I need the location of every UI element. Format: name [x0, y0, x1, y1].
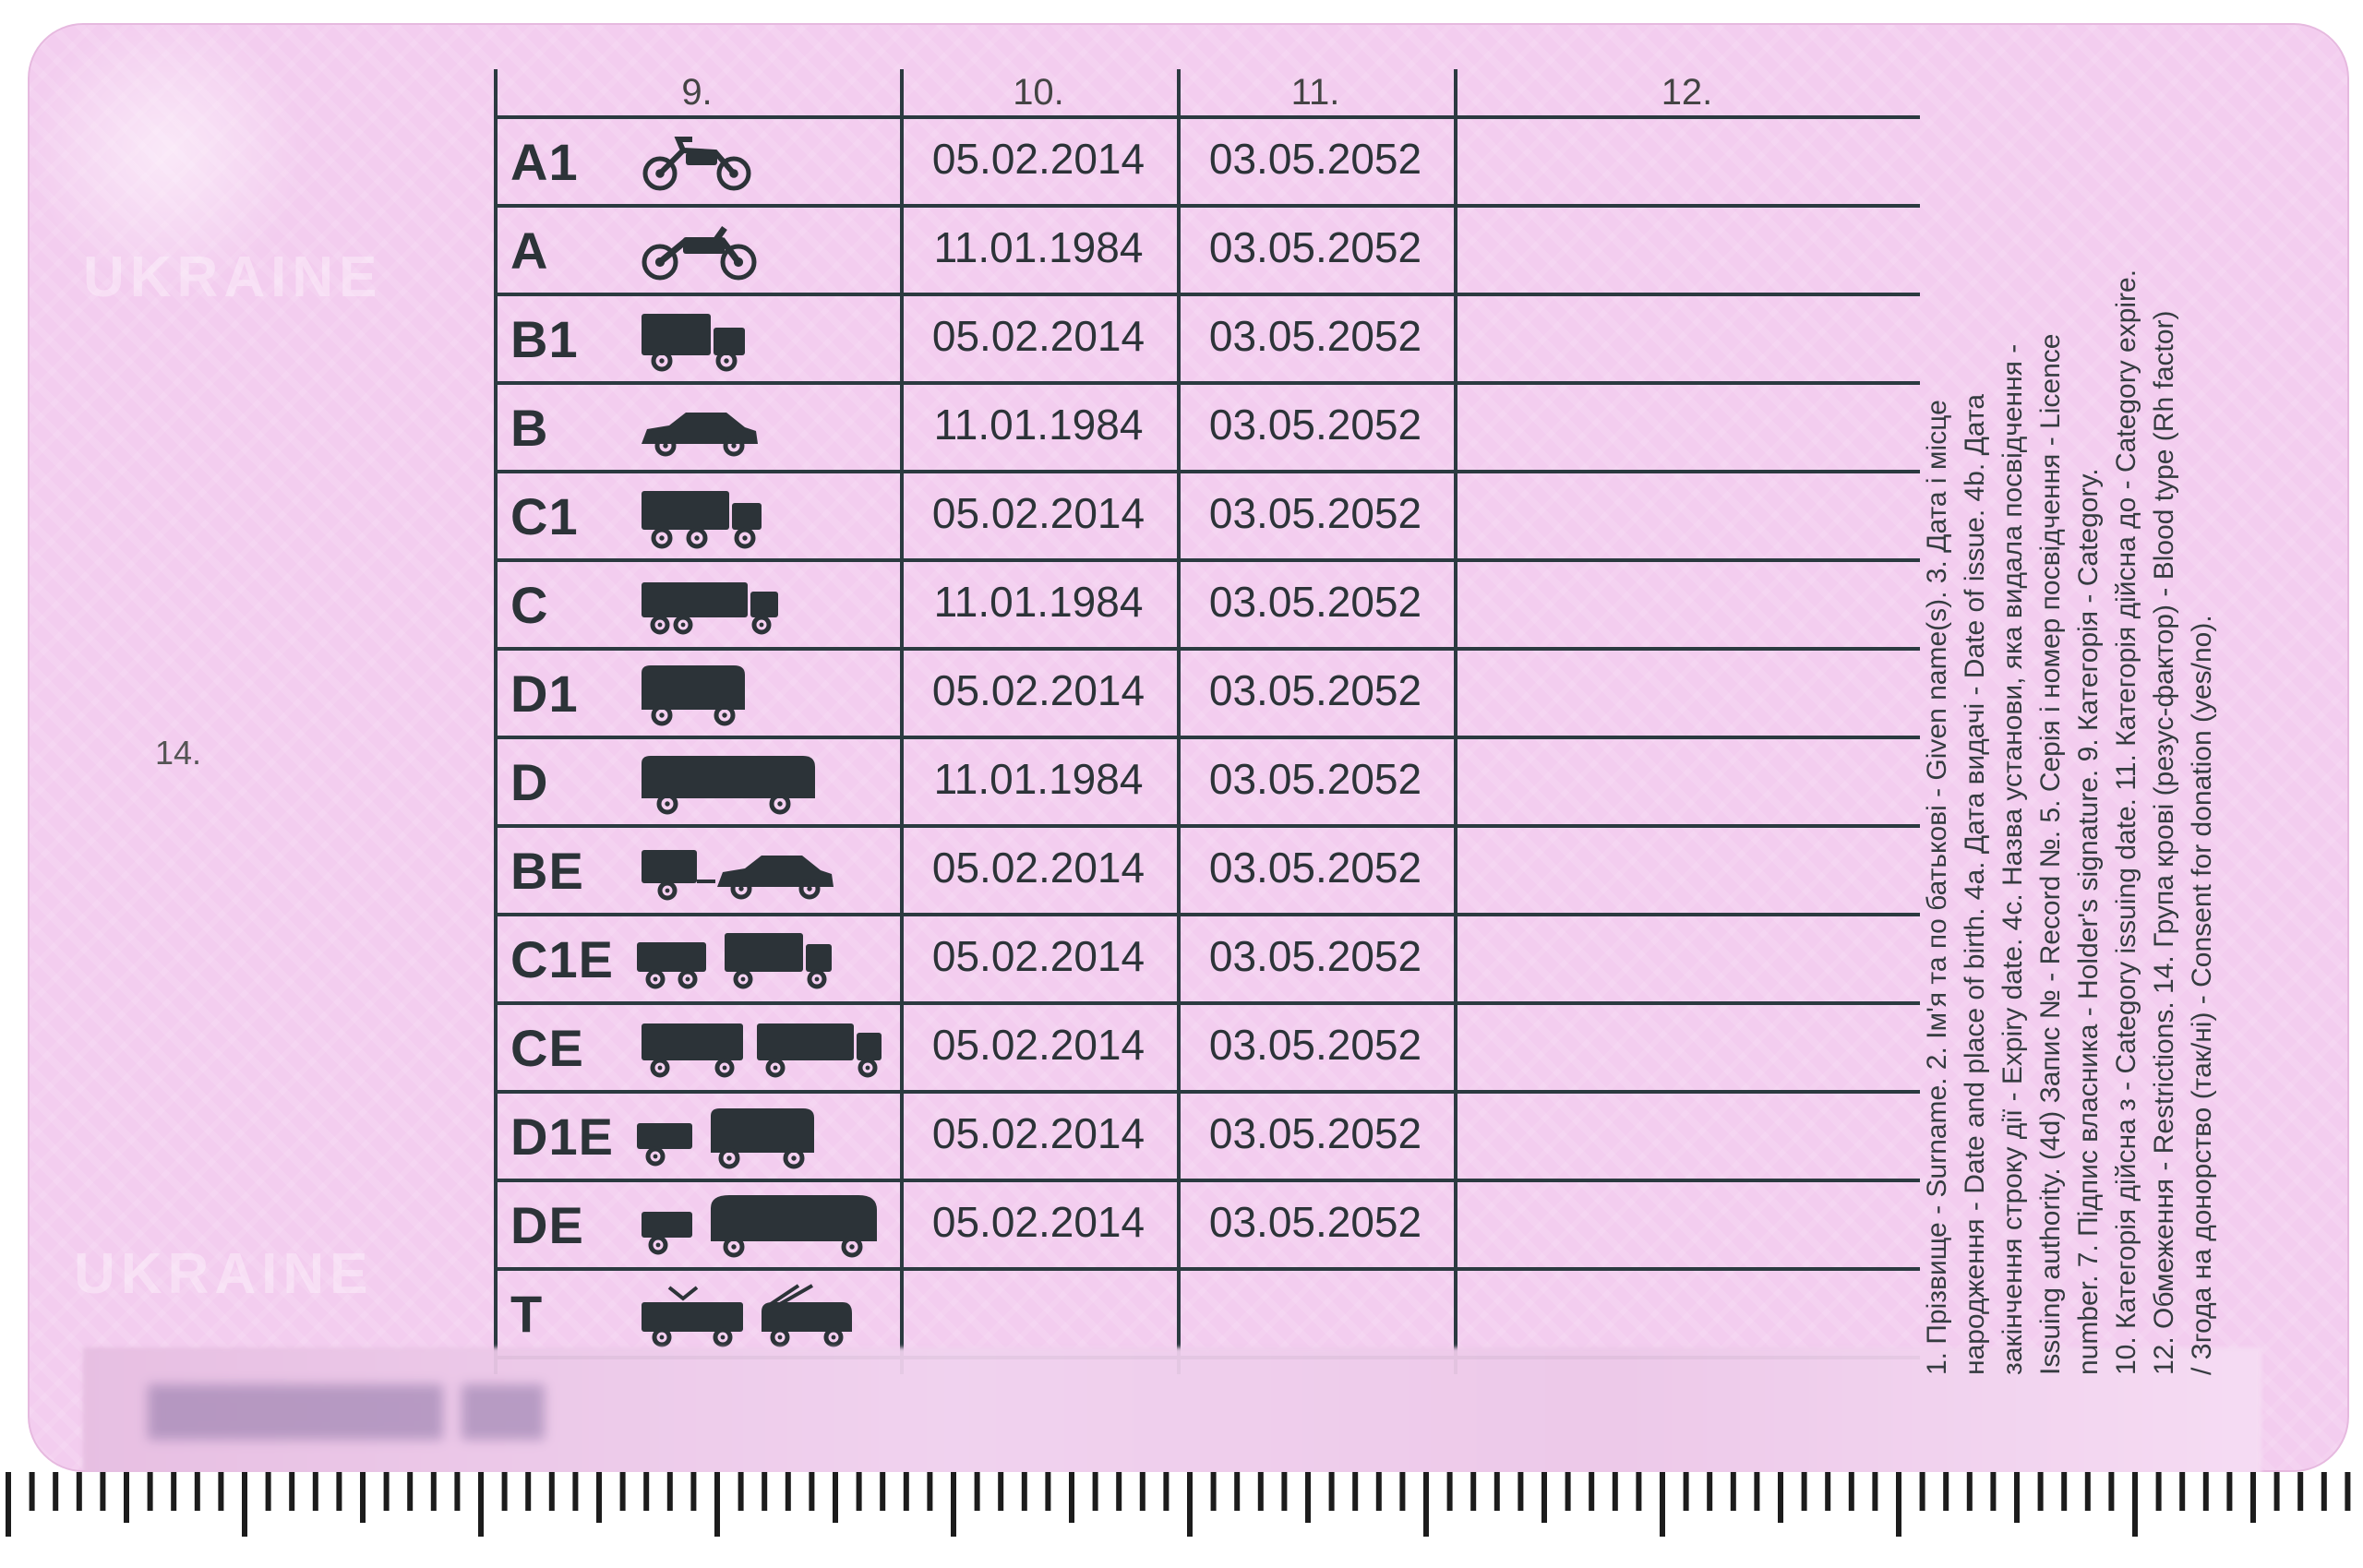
- ruler-tick: [1920, 1472, 1925, 1511]
- ruler-tick: [927, 1472, 932, 1511]
- category-expiry-date: 03.05.2052: [1208, 932, 1422, 980]
- ruler-tick: [714, 1472, 720, 1537]
- watermark-bottom: UKRAINE: [74, 1242, 374, 1306]
- ruler-tick: [1872, 1472, 1877, 1511]
- table-row-line: [494, 115, 1920, 119]
- ruler-tick: [2014, 1472, 2020, 1523]
- ruler-tick: [218, 1472, 223, 1511]
- bus-trailer-icon: [642, 1195, 882, 1264]
- ruler-tick: [620, 1472, 626, 1511]
- ruler-tick: [360, 1472, 366, 1523]
- category-code-d1e: D1E: [510, 1107, 614, 1166]
- ruler-tick: [525, 1472, 531, 1511]
- ruler-tick: [171, 1472, 176, 1511]
- ruler-tick: [1423, 1472, 1429, 1537]
- category-expiry-date: 03.05.2052: [1208, 666, 1422, 714]
- category-issue-date: 11.01.1984: [933, 578, 1144, 626]
- minibus-trailer-icon: [637, 1107, 877, 1176]
- category-code-d1: D1: [510, 664, 579, 723]
- ruler-tick: [833, 1472, 838, 1523]
- table-row-line: [494, 824, 1920, 828]
- ruler-tick: [2297, 1472, 2303, 1511]
- ruler-tick: [195, 1472, 200, 1511]
- category-code-d: D: [510, 753, 549, 811]
- column-header-11: 11.: [1290, 72, 1340, 113]
- category-code-a1: A1: [510, 133, 579, 191]
- category-expiry-date: 03.05.2052: [1208, 1021, 1422, 1069]
- category-expiry-date: 03.05.2052: [1208, 135, 1422, 183]
- ruler-tick: [738, 1472, 744, 1511]
- category-expiry-date: 03.05.2052: [1208, 844, 1422, 892]
- ruler-tick: [1211, 1472, 1217, 1511]
- ruler-tick: [1754, 1472, 1759, 1511]
- light-truck-icon: [642, 486, 882, 556]
- ruler-tick: [1022, 1472, 1027, 1511]
- ruler-tick: [6, 1472, 11, 1537]
- ruler-tick: [384, 1472, 390, 1511]
- ruler-tick: [124, 1472, 129, 1523]
- category-code-b: B: [510, 399, 549, 457]
- table-row-line: [494, 736, 1920, 739]
- ruler-tick: [1849, 1472, 1854, 1511]
- category-expiry-date: 03.05.2052: [1208, 223, 1422, 271]
- ruler-tick: [643, 1472, 649, 1511]
- category-issue-date: 05.02.2014: [931, 932, 1146, 980]
- ruler-tick: [313, 1472, 318, 1511]
- ruler-tick: [2274, 1472, 2280, 1511]
- table-row-line: [494, 1267, 1920, 1271]
- ruler-tick: [407, 1472, 413, 1511]
- ruler-tick: [1116, 1472, 1122, 1511]
- category-code-ce: CE: [510, 1019, 584, 1077]
- legend-line: 10. Категорія дійсна з - Category issuing date. 11. Категорія дійсна до - Category expire.: [2111, 269, 2141, 1375]
- field-14-label: 14.: [155, 734, 202, 772]
- category-expiry-date: 03.05.2052: [1208, 1109, 1422, 1157]
- ruler-tick: [1541, 1472, 1547, 1523]
- ruler-tick: [1045, 1472, 1050, 1511]
- category-expiry-date: 03.05.2052: [1208, 578, 1422, 626]
- ruler-tick: [2203, 1472, 2209, 1511]
- table-row-line: [494, 1001, 1920, 1005]
- category-issue-date: 05.02.2014: [931, 666, 1146, 714]
- truck-trailer-icon: [642, 1018, 882, 1087]
- category-code-de: DE: [510, 1196, 584, 1254]
- ruler-tick: [2156, 1472, 2162, 1511]
- car-trailer-icon: [642, 841, 882, 910]
- ruler-tick: [975, 1472, 980, 1511]
- category-code-c1: C1: [510, 487, 579, 545]
- ruler-tick: [1660, 1472, 1665, 1537]
- ruler-tick: [148, 1472, 153, 1511]
- table-row-line: [494, 381, 1920, 385]
- ruler-tick: [1140, 1472, 1146, 1511]
- ruler-tick: [1565, 1472, 1571, 1511]
- ruler-tick: [2345, 1472, 2350, 1511]
- ruler-tick: [1943, 1472, 1949, 1511]
- tram-trolleybus-icon: [642, 1284, 882, 1353]
- legend-line: 1. Прізвище - Surname. 2. Ім'я та по батькові - Given name(s). 3. Дата і місце: [1922, 400, 1952, 1375]
- category-code-a: A: [510, 221, 549, 280]
- category-expiry-date: 03.05.2052: [1208, 312, 1422, 360]
- ruler-tick: [289, 1472, 294, 1511]
- ruler-tick: [53, 1472, 58, 1511]
- ruler-tick: [1896, 1472, 1901, 1537]
- ruler-tick: [1069, 1472, 1074, 1523]
- table-row-line: [494, 1090, 1920, 1094]
- ruler-tick: [2179, 1472, 2185, 1511]
- ruler-tick: [549, 1472, 555, 1511]
- ruler-tick: [1352, 1472, 1358, 1511]
- field-legend: [1920, 83, 2225, 1375]
- category-expiry-date: 03.05.2052: [1208, 401, 1422, 449]
- ruler-tick: [1470, 1472, 1476, 1511]
- category-expiry-date: 03.05.2052: [1208, 489, 1422, 537]
- ruler-tick: [1494, 1472, 1500, 1511]
- ruler-tick: [431, 1472, 437, 1511]
- legend-line: народження - Date and place of birth. 4a. Дата видачі - Date of issue. 4b. Дата: [1960, 393, 1990, 1375]
- motorcycle-icon: [642, 221, 882, 290]
- legend-line: Issuing authority. (4d) Запис № - Record №. 5. Серія і номер посвідчення - Licence: [2035, 333, 2066, 1375]
- ruler-tick: [667, 1472, 673, 1511]
- ruler-tick: [1234, 1472, 1240, 1511]
- ruler-tick: [1093, 1472, 1098, 1511]
- category-expiry-date: 03.05.2052: [1208, 755, 1422, 803]
- minibus-icon: [642, 664, 882, 733]
- ruler-tick: [1967, 1472, 1973, 1511]
- ruler-tick: [266, 1472, 271, 1511]
- legend-line: number. 7. Підпис власника - Holder's signature. 9. Категорія - Category.: [2073, 468, 2104, 1375]
- category-code-t: T: [510, 1285, 544, 1343]
- ruler-tick: [1376, 1472, 1382, 1511]
- ruler-tick: [1187, 1472, 1193, 1537]
- ruler-tick: [478, 1472, 484, 1537]
- car-icon: [642, 398, 882, 467]
- ruler-tick: [857, 1472, 862, 1511]
- category-issue-date: 05.02.2014: [931, 312, 1146, 360]
- category-issue-date: 11.01.1984: [933, 223, 1144, 271]
- ruler-tick: [2250, 1472, 2256, 1523]
- ruler-tick: [904, 1472, 909, 1511]
- category-code-c: C: [510, 576, 549, 634]
- ruler-tick: [998, 1472, 1003, 1511]
- ruler-tick: [1589, 1472, 1594, 1511]
- table-row-line: [494, 558, 1920, 562]
- scale-ruler: [0, 1472, 2363, 1568]
- ruler-tick: [1802, 1472, 1807, 1511]
- ruler-tick: [1517, 1472, 1523, 1511]
- ruler-tick: [1778, 1472, 1783, 1523]
- category-issue-date: 05.02.2014: [931, 489, 1146, 537]
- ruler-tick: [2108, 1472, 2114, 1511]
- ruler-tick: [786, 1472, 791, 1511]
- category-issue-date: 05.02.2014: [931, 135, 1146, 183]
- ruler-tick: [1329, 1472, 1335, 1511]
- ruler-tick: [1990, 1472, 1996, 1511]
- table-row-line: [494, 204, 1920, 208]
- ruler-tick: [1613, 1472, 1618, 1511]
- ruler-tick: [1163, 1472, 1169, 1511]
- table-row-line: [494, 913, 1920, 916]
- ruler-tick: [2321, 1472, 2327, 1511]
- column-header-10: 10.: [1013, 72, 1064, 113]
- legend-line: / Згода на донорство (так/ні) - Consent for donation (yes/no).: [2187, 615, 2217, 1375]
- table-row-line: [494, 470, 1920, 473]
- category-issue-date: 05.02.2014: [931, 844, 1146, 892]
- category-issue-date: 11.01.1984: [933, 401, 1144, 449]
- category-table: [494, 69, 1920, 1357]
- ruler-tick: [2132, 1472, 2138, 1537]
- ruler-tick: [1281, 1472, 1287, 1511]
- small-van-icon: [642, 309, 882, 378]
- ruler-tick: [1684, 1472, 1689, 1511]
- light-truck-trailer-icon: [637, 929, 877, 999]
- ruler-tick: [242, 1472, 247, 1537]
- watermark-top: UKRAINE: [83, 245, 383, 309]
- ruler-tick: [809, 1472, 814, 1511]
- ruler-tick: [77, 1472, 82, 1511]
- ruler-tick: [1636, 1472, 1641, 1511]
- ruler-tick: [30, 1472, 35, 1511]
- category-issue-date: 05.02.2014: [931, 1109, 1146, 1157]
- category-issue-date: 05.02.2014: [931, 1021, 1146, 1069]
- ruler-tick: [1707, 1472, 1712, 1511]
- column-header-9: 9.: [681, 72, 713, 113]
- ruler-tick: [596, 1472, 602, 1523]
- truck-icon: [642, 575, 882, 644]
- category-expiry-date: 03.05.2052: [1208, 1198, 1422, 1246]
- ruler-tick: [2226, 1472, 2232, 1511]
- table-row-line: [494, 293, 1920, 296]
- bus-icon: [642, 752, 882, 821]
- category-issue-date: 05.02.2014: [931, 1198, 1146, 1246]
- table-row-line: [494, 647, 1920, 651]
- table-row-line: [494, 1179, 1920, 1182]
- ruler-tick: [762, 1472, 767, 1511]
- ruler-tick: [2061, 1472, 2067, 1511]
- moped-icon: [642, 132, 882, 201]
- ruler-tick: [1825, 1472, 1830, 1511]
- ruler-tick: [1258, 1472, 1264, 1511]
- ruler-tick: [1731, 1472, 1736, 1511]
- ruler-tick: [1399, 1472, 1405, 1511]
- ruler-tick: [690, 1472, 696, 1511]
- category-code-b1: B1: [510, 310, 579, 368]
- category-code-c1e: C1E: [510, 930, 614, 988]
- ruler-tick: [100, 1472, 105, 1511]
- ruler-tick: [336, 1472, 342, 1511]
- ruler-tick: [2085, 1472, 2091, 1511]
- legend-line: 12. Обмеження - Restrictions. 14. Група крові (резус-фактор) - Blood type (Rh factor): [2149, 310, 2179, 1375]
- ruler-tick: [502, 1472, 508, 1511]
- legend-line: закінчення строку дії - Expiry date. 4c. Назва установи, яка видала посвідчення -: [1997, 343, 2028, 1375]
- ruler-tick: [1447, 1472, 1453, 1511]
- ruler-tick: [2038, 1472, 2044, 1511]
- ruler-tick: [951, 1472, 956, 1537]
- column-header-12: 12.: [1661, 72, 1713, 113]
- category-code-be: BE: [510, 842, 584, 900]
- ruler-tick: [1305, 1472, 1311, 1523]
- ruler-tick: [880, 1472, 885, 1511]
- ruler-tick: [454, 1472, 460, 1511]
- category-issue-date: 11.01.1984: [933, 755, 1144, 803]
- ruler-tick: [572, 1472, 578, 1511]
